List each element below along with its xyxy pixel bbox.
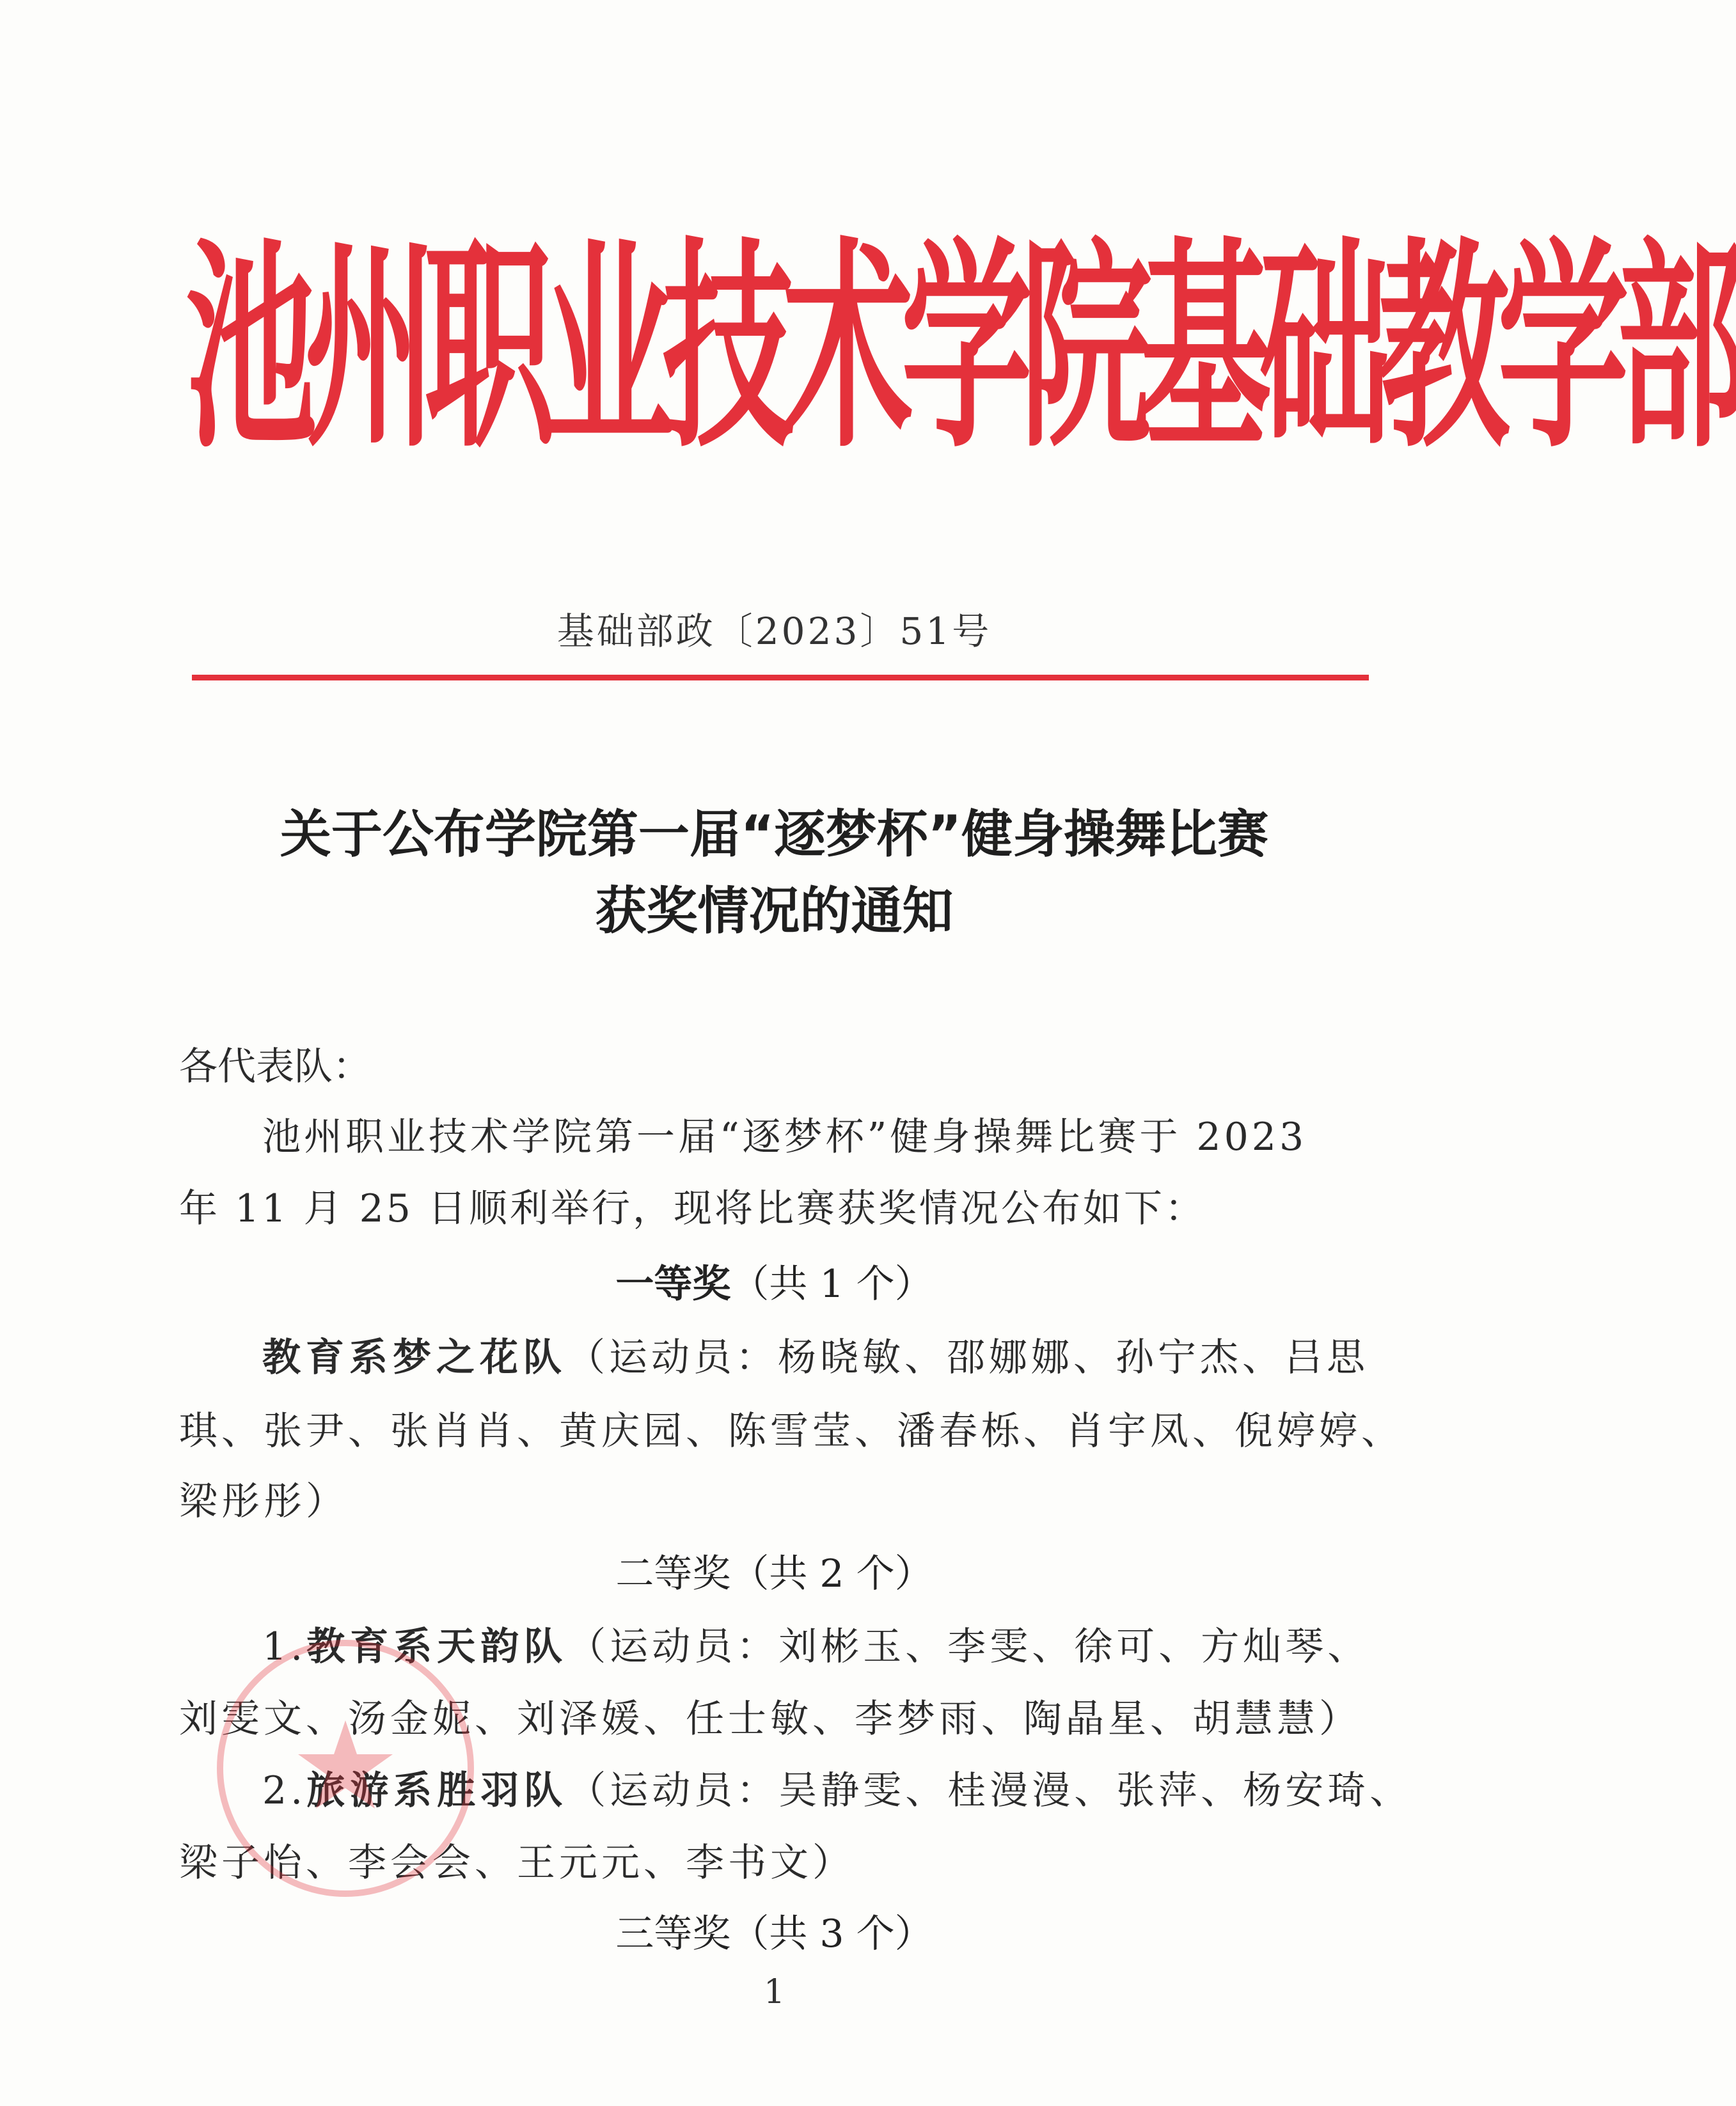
intro-line-1: 池州职业技术学院第一届“逐梦杯”健身操舞比赛于 2023 [262,1115,1307,1159]
intro-line-2: 年 11 月 25 日顺利举行，现将比赛获奖情况公布如下： [179,1186,1206,1231]
first-prize-entry-line-3: 梁彤彤） [179,1479,348,1524]
third-prize-heading [0,1903,1549,1958]
first-prize-entry-line-2: 琪、张尹、张肖肖、黄庆园、陈雪莹、潘春栎、肖宇凤、倪婷婷、 [179,1409,1403,1454]
second-prize-entry-1-team: 教育系天韵队 [306,1624,568,1669]
red-divider [192,675,1369,680]
second-prize-count: （共 2 个） [730,1552,933,1596]
document-number: 基础部政〔2023〕51号 [556,609,992,653]
second-prize-label: 二等奖 [615,1552,731,1596]
first-prize-team: 教育系梦之花队 [262,1335,567,1380]
second-prize-entry-2-athletes-start: （运动员：吴静雯、桂漫漫、张萍、杨安琦、 [567,1768,1412,1813]
salutation: 各代表队： [179,1044,371,1089]
seal-star-icon [298,1720,393,1809]
first-prize-count: （共 1 个） [730,1262,933,1307]
first-prize-entry-line-1 [262,1327,1369,1382]
first-prize-athletes-start: （运动员：杨晓敏、邵娜娜、孙宁杰、吕思 [567,1335,1369,1380]
official-seal [211,1634,480,1903]
third-prize-label: 三等奖 [615,1912,731,1956]
page-number: 1 [763,1973,785,2011]
second-prize-entry-2-line-2: 梁子怡、李会会、王元元、李书文） [179,1841,855,1885]
third-prize-count: （共 3 个） [730,1912,933,1956]
second-prize-entry-2-number: 2. [262,1768,307,1813]
second-prize-heading [0,1543,1549,1598]
second-prize-entry-2-team: 旅游系胜羽队 [306,1768,568,1813]
notice-title-line-1: 关于公布学院第一届“逐梦杯”健身操舞比赛 [280,805,1269,864]
second-prize-entry-1-line-2: 刘雯文、汤金妮、刘泽媛、任士敏、李梦雨、陶晶星、胡慧慧） [179,1697,1361,1741]
masthead-title: 池州职业技术学院基础教学部 [185,219,1736,478]
first-prize-label: 一等奖 [615,1262,731,1307]
first-prize-heading [0,1253,1549,1308]
second-prize-entry-1-athletes-start: （运动员：刘彬玉、李雯、徐可、方灿琴、 [567,1624,1370,1669]
second-prize-entry-1-number: 1. [262,1624,307,1669]
notice-title-line-2: 获奖情况的通知 [595,881,954,941]
